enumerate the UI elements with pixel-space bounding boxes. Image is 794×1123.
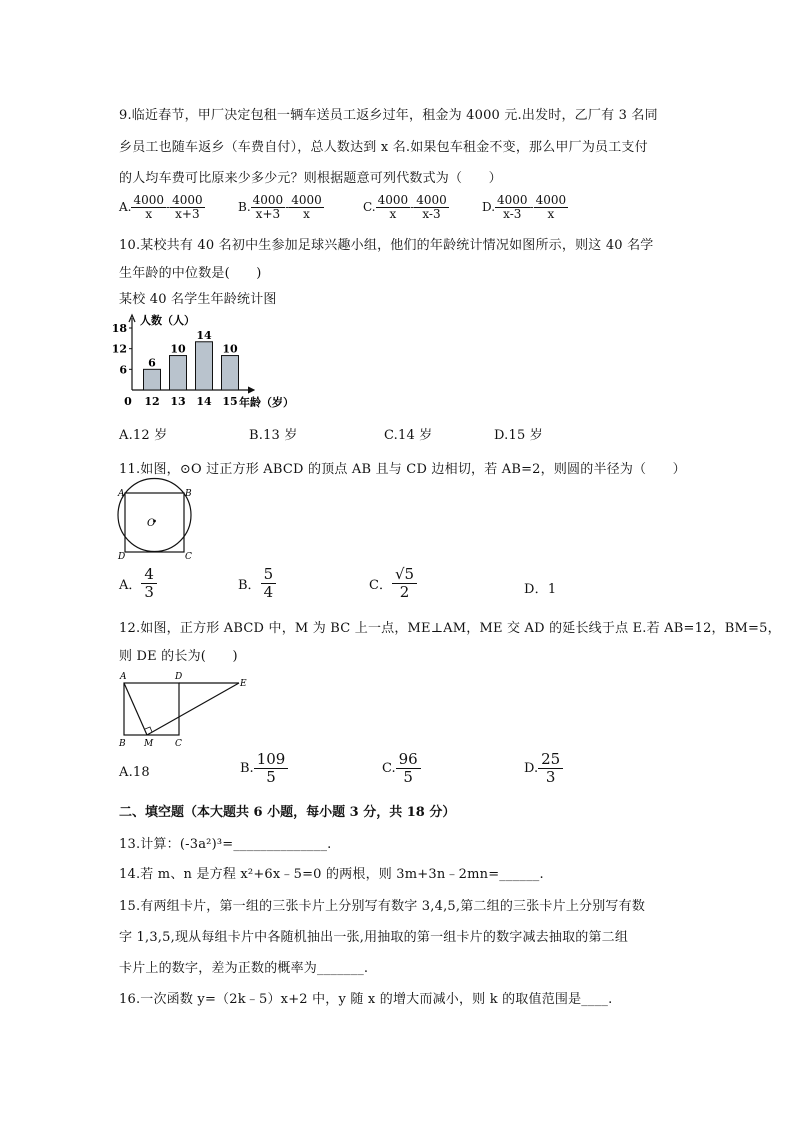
minus-sign: -: [285, 200, 290, 215]
q10-option-a[interactable]: A.12 岁: [119, 428, 168, 443]
option-label: B.: [240, 761, 254, 777]
q10-option-b[interactable]: B.13 岁: [249, 428, 298, 443]
x-tick-label: 12: [144, 395, 160, 408]
numerator: 4000: [133, 193, 165, 207]
bar: [144, 369, 161, 390]
fraction: [131, 194, 166, 220]
age-bar-chart: [111, 310, 294, 410]
denominator: x-3: [503, 206, 522, 221]
y-tick-label: 18: [111, 322, 127, 335]
q11-figure: [114, 484, 204, 562]
numerator: √5: [392, 566, 417, 584]
label-d: D: [118, 552, 126, 562]
q12-line2: 则 DE 的长为( ): [119, 649, 238, 664]
fraction: [414, 194, 449, 220]
label-c: C: [185, 552, 192, 562]
q12-option-b[interactable]: [240, 751, 288, 787]
q9-line3: 的人均车费可比原来少多少元？则根据题意可列代数式为（ ）: [119, 171, 502, 186]
denominator: 3: [144, 583, 154, 602]
label-o: O: [147, 518, 156, 529]
fraction: [396, 751, 421, 787]
q11-option-a[interactable]: [119, 566, 157, 602]
y-tick-label: 6: [119, 363, 127, 377]
q9-option-c[interactable]: [363, 194, 449, 220]
x-tick-label: 15: [222, 395, 238, 408]
x-axis-label: 年龄（岁）: [239, 396, 294, 409]
q16-text: 16.一次函数 y=（2k﹣5）x+2 中，y 随 x 的增大而减小，则 k 的取值范围是____.: [119, 992, 613, 1007]
numerator: 109: [254, 751, 289, 769]
option-label: C.: [382, 761, 396, 777]
q15-line1: 15.有两组卡片，第一组的三张卡片上分别写有数字 3,4,5,第二组的三张卡片上分别写有数: [119, 899, 646, 914]
fraction: [495, 194, 530, 220]
label-a: A: [118, 489, 125, 499]
q11-text: 11.如图，⊙O 过正方形 ABCD 的顶点 AB 且与 CD 边相切，若 AB=2，则圆的半径为（ ）: [119, 462, 686, 477]
q15-line2: 字 1,3,5,现从每组卡片中各随机抽出一张,用抽取的第一组卡片的数字减去抽取的第二组: [119, 930, 629, 945]
denominator: 4: [263, 583, 274, 602]
numerator: 4000: [172, 193, 203, 207]
q12-option-d[interactable]: [524, 751, 563, 787]
fraction: [141, 566, 157, 602]
y-axis-label: 人数（人）: [140, 314, 195, 327]
square-abcd: [124, 683, 179, 735]
q9-option-b[interactable]: [238, 194, 324, 220]
q9-line2: 乡员工也随车返乡（车费自付），总人数达到 x 名.如果包车租金不变，那么甲厂为员工支付: [119, 140, 648, 155]
denominator: 2: [399, 583, 410, 602]
bar-value-label: 10: [222, 342, 238, 356]
fraction: [251, 194, 286, 220]
numerator: 4000: [497, 193, 528, 207]
fraction: [289, 194, 324, 220]
numerator: 4000: [291, 193, 322, 207]
fraction: [392, 566, 417, 602]
label-m: M: [144, 739, 154, 749]
q12-line1: 12.如图，正方形 ABCD 中，M 为 BC 上一点，ME⊥AM，ME 交 AD 的延长线于点 E.若 AB=12，BM=5，: [119, 621, 781, 636]
q9-option-a[interactable]: [119, 194, 205, 220]
bar-value-label: 10: [170, 342, 186, 356]
bar-value-label: 6: [148, 356, 156, 370]
origin-label: 0: [124, 395, 132, 408]
fraction: [538, 751, 563, 787]
bar: [222, 356, 239, 390]
numerator: 4000: [416, 193, 447, 207]
q12-figure: [114, 668, 254, 748]
q14-text: 14.若 m、n 是方程 x²+6x﹣5=0 的两根，则 3m+3n﹣2mn=______.: [119, 867, 544, 882]
label-b: B: [119, 739, 126, 749]
x-tick-label: 14: [196, 395, 212, 408]
fraction: [254, 751, 289, 787]
option-label: D.: [524, 761, 539, 777]
circle-o: [118, 479, 191, 552]
x-tick-label: 13: [170, 395, 186, 408]
option-label: C．: [369, 578, 392, 594]
denominator: 5: [403, 768, 413, 787]
denominator: x-3: [422, 206, 441, 221]
fraction: [261, 566, 277, 602]
numerator: 96: [396, 751, 421, 769]
option-label: C.: [363, 200, 376, 215]
denominator: 3: [545, 768, 556, 787]
numerator: 25: [538, 751, 563, 769]
q10-line1: 10.某校共有 40 名初中生参加足球兴趣小组，他们的年龄统计情况如图所示，则这 40 名学: [119, 238, 654, 253]
label-e: E: [240, 679, 247, 689]
minus-sign: -: [166, 200, 171, 215]
fraction: [376, 194, 411, 220]
denominator: x+3: [255, 206, 281, 221]
y-tick-label: 12: [111, 342, 127, 356]
denominator: 5: [266, 768, 276, 787]
bar: [196, 342, 213, 390]
q10-option-c[interactable]: C.14 岁: [384, 428, 433, 443]
line-am: [124, 683, 147, 735]
q12-option-a[interactable]: A.18: [119, 765, 150, 780]
right-angle-mark: [145, 727, 152, 732]
section-heading: 二、填空题（本大题共 6 小题，每小题 3 分，共 18 分）: [119, 805, 456, 820]
q9-line1: 9.临近春节，甲厂决定包租一辆车送员工返乡过年，租金为 4000 元.出发时，乙厂有 3 名同: [119, 108, 658, 123]
denominator: x: [389, 206, 397, 221]
q10-line2: 生年龄的中位数是( ): [119, 266, 262, 281]
q9-option-d[interactable]: [482, 194, 568, 220]
numerator: 4: [141, 566, 157, 584]
fraction: [170, 194, 205, 220]
label-a: A: [120, 672, 127, 682]
option-label: B.: [238, 200, 251, 215]
chart-title: 某校 40 名学生年龄统计图: [119, 292, 277, 307]
q13-text: 13.计算：(-3a²)³=______________.: [119, 837, 332, 852]
label-d: D: [175, 672, 183, 682]
option-label: B．: [238, 578, 261, 594]
q11-option-c[interactable]: [369, 566, 417, 602]
option-label: A．: [119, 578, 142, 594]
denominator: x: [547, 206, 555, 221]
numerator: 5: [261, 566, 277, 584]
label-c: C: [175, 739, 182, 749]
q15-line3: 卡片上的数字，差为正数的概率为_______.: [119, 961, 369, 976]
q10-option-d[interactable]: D.15 岁: [494, 428, 543, 443]
numerator: 4000: [252, 193, 284, 207]
option-label: D.: [482, 200, 496, 215]
denominator: x: [145, 206, 153, 221]
q11-option-b[interactable]: [238, 566, 276, 602]
label-b: B: [185, 489, 192, 499]
minus-sign: -: [529, 200, 534, 215]
line-me: [147, 683, 239, 735]
bar: [170, 356, 187, 390]
numerator: 4000: [377, 193, 409, 207]
q12-option-c[interactable]: [382, 751, 421, 787]
numerator: 4000: [535, 193, 567, 207]
denominator: x: [303, 206, 310, 221]
minus-sign: -: [410, 200, 415, 215]
q11-option-d[interactable]: D．1: [524, 582, 557, 597]
option-label: A.: [119, 200, 132, 215]
bar-value-label: 14: [196, 328, 212, 342]
fraction: [534, 194, 569, 220]
denominator: x+3: [175, 206, 200, 221]
